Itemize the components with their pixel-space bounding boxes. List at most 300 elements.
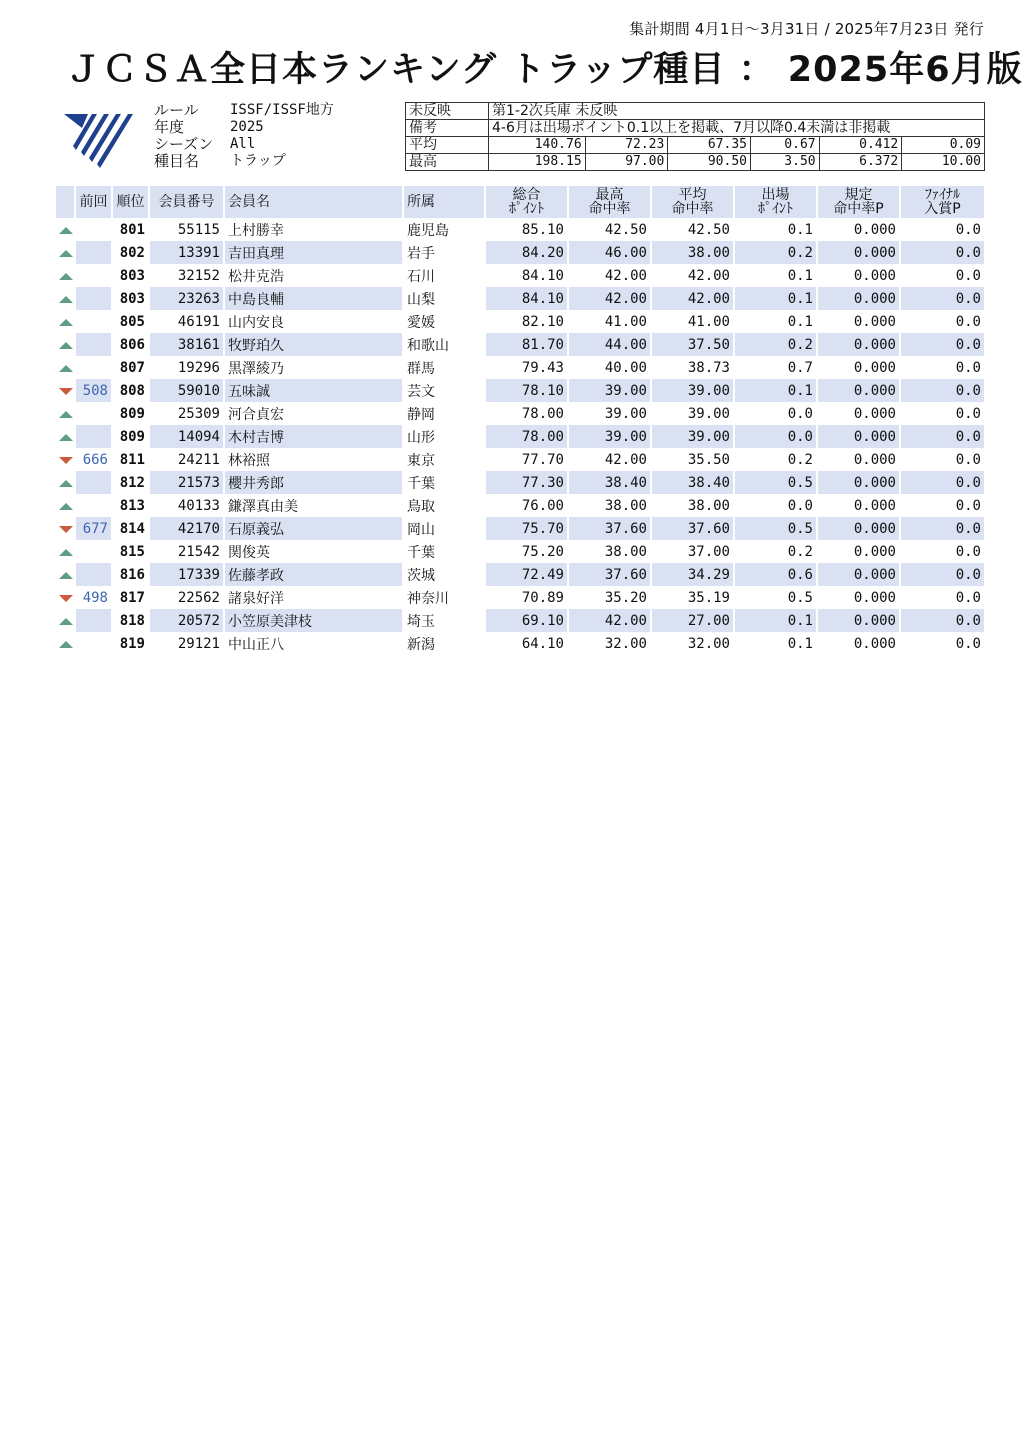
rule-hit-rate-points: 0.000 (818, 425, 901, 448)
total-points: 64.10 (486, 632, 569, 655)
rank: 815 (113, 540, 150, 563)
ranking-table (56, 186, 986, 655)
best-hit-rate: 38.40 (569, 471, 652, 494)
table-row (56, 609, 986, 632)
best-hit-rate: 38.00 (569, 494, 652, 517)
member-name: 関俊英 (225, 540, 404, 563)
trend-header (56, 186, 76, 218)
best-hit-rate: 44.00 (569, 333, 652, 356)
max-value: 3.50 (750, 154, 819, 171)
affiliation: 山形 (404, 425, 486, 448)
entry-points: 0.5 (735, 586, 818, 609)
member-name: 山内安良 (225, 310, 404, 333)
avg-hit-rate: 38.00 (652, 494, 735, 517)
rank: 811 (113, 448, 150, 471)
table-row (56, 425, 986, 448)
entry-points: 0.1 (735, 609, 818, 632)
final-prize-points: 0.0 (901, 540, 986, 563)
rule-hit-rate-points: 0.000 (818, 379, 901, 402)
rule-hit-rate-points: 0.000 (818, 310, 901, 333)
prev-rank: 666 (76, 448, 113, 471)
trend-cell (56, 540, 76, 563)
rule-hit-rate-points: 0.000 (818, 402, 901, 425)
entry-points: 0.7 (735, 356, 818, 379)
best-hit-rate: 42.00 (569, 448, 652, 471)
final-prize-points: 0.0 (901, 356, 986, 379)
trend-cell (56, 287, 76, 310)
table-row (56, 517, 986, 540)
member-number-header: 会員番号 (150, 186, 225, 218)
rule-hit-rate-points: 0.000 (818, 264, 901, 287)
trend-down-icon (59, 595, 73, 602)
member-number: 14094 (150, 425, 225, 448)
member-number: 23263 (150, 287, 225, 310)
trend-cell (56, 563, 76, 586)
best-hit-rate: 37.60 (569, 517, 652, 540)
total-points: 76.00 (486, 494, 569, 517)
trend-cell (56, 517, 76, 540)
rule-hit-rate-points: 0.000 (818, 540, 901, 563)
affiliation: 愛媛 (404, 310, 486, 333)
entry-points: 0.0 (735, 494, 818, 517)
unreflected-value: 第1-2次兵庫 未反映 (489, 103, 985, 120)
avg-hit-rate: 38.73 (652, 356, 735, 379)
affiliation: 芸文 (404, 379, 486, 402)
trend-cell (56, 402, 76, 425)
best-hit-rate: 42.00 (569, 287, 652, 310)
best-hit-rate: 42.00 (569, 264, 652, 287)
average-value: 72.23 (585, 137, 668, 154)
rank: 808 (113, 379, 150, 402)
trend-cell (56, 218, 76, 241)
best-hit-rate: 42.50 (569, 218, 652, 241)
member-number: 20572 (150, 609, 225, 632)
average-label: 平均 (406, 137, 489, 154)
rule-hit-rate-points: 0.000 (818, 333, 901, 356)
avg-hit-rate: 39.00 (652, 379, 735, 402)
rank: 809 (113, 402, 150, 425)
trend-up-icon (59, 342, 73, 349)
affiliation: 鳥取 (404, 494, 486, 517)
total-points-header: 総合 ﾎﾟｲﾝﾄ (486, 186, 569, 218)
member-number: 21573 (150, 471, 225, 494)
member-number: 19296 (150, 356, 225, 379)
final-prize-points: 0.0 (901, 586, 986, 609)
final-prize-points: 0.0 (901, 494, 986, 517)
member-number: 13391 (150, 241, 225, 264)
entry-points: 0.0 (735, 402, 818, 425)
final-prize-points: 0.0 (901, 448, 986, 471)
avg-hit-rate: 37.50 (652, 333, 735, 356)
entry-points: 0.2 (735, 333, 818, 356)
jcsa-logo (62, 110, 140, 168)
summary-stats-table (405, 102, 985, 171)
entry-points: 0.1 (735, 632, 818, 655)
prev-rank (76, 310, 113, 333)
trend-up-icon (59, 273, 73, 280)
member-number: 29121 (150, 632, 225, 655)
affiliation: 岡山 (404, 517, 486, 540)
rule-label: ルール (154, 101, 199, 119)
trend-up-icon (59, 480, 73, 487)
affiliation: 石川 (404, 264, 486, 287)
final-prize-points: 0.0 (901, 609, 986, 632)
total-points: 81.70 (486, 333, 569, 356)
prev-rank (76, 632, 113, 655)
total-points: 69.10 (486, 609, 569, 632)
entry-points: 0.5 (735, 471, 818, 494)
table-row (56, 287, 986, 310)
table-row (56, 218, 986, 241)
affiliation: 群馬 (404, 356, 486, 379)
final-prize-points: 0.0 (901, 402, 986, 425)
table-header-row (56, 186, 986, 218)
trend-down-icon (59, 388, 73, 395)
rank: 805 (113, 310, 150, 333)
member-name: 黒澤綾乃 (225, 356, 404, 379)
member-name: 牧野珀久 (225, 333, 404, 356)
avg-hit-rate: 39.00 (652, 402, 735, 425)
prev-rank (76, 218, 113, 241)
total-points: 78.00 (486, 402, 569, 425)
avg-hit-rate: 39.00 (652, 425, 735, 448)
member-name: 中山正八 (225, 632, 404, 655)
trend-up-icon (59, 411, 73, 418)
max-row (406, 154, 985, 171)
avg-hit-rate: 42.00 (652, 264, 735, 287)
entry-points: 0.1 (735, 218, 818, 241)
year-value: 2025 (230, 119, 264, 135)
table-row (56, 586, 986, 609)
prev-rank (76, 563, 113, 586)
member-number: 24211 (150, 448, 225, 471)
aggregation-period: 集計期間 4月1日～3月31日 / 2025年7月23日 発行 (629, 20, 984, 38)
entry-points: 0.1 (735, 379, 818, 402)
entry-points: 0.6 (735, 563, 818, 586)
prev-rank (76, 540, 113, 563)
final-prize-points: 0.0 (901, 264, 986, 287)
avg-hit-rate: 27.00 (652, 609, 735, 632)
table-row (56, 402, 986, 425)
best-hit-rate-header: 最高 命中率 (569, 186, 652, 218)
table-row (56, 632, 986, 655)
total-points: 70.89 (486, 586, 569, 609)
rule-hit-rate-points: 0.000 (818, 471, 901, 494)
final-prize-points: 0.0 (901, 632, 986, 655)
rule-hit-rate-points: 0.000 (818, 448, 901, 471)
rule-hit-rate-points: 0.000 (818, 356, 901, 379)
rule-hit-rate-points: 0.000 (818, 218, 901, 241)
table-row (56, 448, 986, 471)
trend-up-icon (59, 227, 73, 234)
member-number: 40133 (150, 494, 225, 517)
total-points: 78.10 (486, 379, 569, 402)
note-row (406, 120, 985, 137)
member-number: 42170 (150, 517, 225, 540)
rank: 802 (113, 241, 150, 264)
trend-up-icon (59, 365, 73, 372)
final-prize-points: 0.0 (901, 563, 986, 586)
total-points: 78.00 (486, 425, 569, 448)
avg-hit-rate-header: 平均 命中率 (652, 186, 735, 218)
affiliation: 鹿児島 (404, 218, 486, 241)
prev-rank (76, 471, 113, 494)
total-points: 84.20 (486, 241, 569, 264)
max-value: 90.50 (668, 154, 751, 171)
unreflected-row (406, 103, 985, 120)
prev-rank: 498 (76, 586, 113, 609)
best-hit-rate: 39.00 (569, 425, 652, 448)
note-label: 備考 (406, 120, 489, 137)
trend-cell (56, 333, 76, 356)
ranking-info (154, 102, 334, 170)
entry-points: 0.1 (735, 264, 818, 287)
entry-points: 0.2 (735, 241, 818, 264)
note-value: 4-6月は出場ポイント0.1以上を掲載、7月以降0.4未満は非掲載 (489, 120, 985, 137)
member-name: 木村吉博 (225, 425, 404, 448)
rule-hit-rate-header: 規定 命中率P (818, 186, 901, 218)
event-label: 種目名 (154, 152, 200, 170)
trend-up-icon (59, 250, 73, 257)
total-points: 84.10 (486, 264, 569, 287)
trend-cell (56, 494, 76, 517)
member-name: 上村勝幸 (225, 218, 404, 241)
affiliation: 山梨 (404, 287, 486, 310)
rank: 819 (113, 632, 150, 655)
rank: 803 (113, 287, 150, 310)
rank: 814 (113, 517, 150, 540)
entry-points: 0.2 (735, 448, 818, 471)
avg-hit-rate: 41.00 (652, 310, 735, 333)
rule-hit-rate-points: 0.000 (818, 632, 901, 655)
trend-cell (56, 379, 76, 402)
rank: 812 (113, 471, 150, 494)
trend-cell (56, 356, 76, 379)
table-row (56, 540, 986, 563)
final-prize-points: 0.0 (901, 310, 986, 333)
rank: 807 (113, 356, 150, 379)
member-name: 五味誠 (225, 379, 404, 402)
prev-rank (76, 287, 113, 310)
avg-hit-rate: 37.00 (652, 540, 735, 563)
final-prize-points: 0.0 (901, 425, 986, 448)
member-name: 佐藤孝政 (225, 563, 404, 586)
entry-points: 0.1 (735, 310, 818, 333)
table-row (56, 356, 986, 379)
table-row (56, 310, 986, 333)
final-prize-points: 0.0 (901, 287, 986, 310)
rule-hit-rate-points: 0.000 (818, 586, 901, 609)
member-name-header: 会員名 (225, 186, 404, 218)
member-name: 林裕照 (225, 448, 404, 471)
avg-hit-rate: 37.60 (652, 517, 735, 540)
rule-hit-rate-points: 0.000 (818, 287, 901, 310)
prev-rank (76, 356, 113, 379)
member-number: 17339 (150, 563, 225, 586)
trend-cell (56, 241, 76, 264)
prev-rank (76, 402, 113, 425)
best-hit-rate: 38.00 (569, 540, 652, 563)
rank: 817 (113, 586, 150, 609)
member-name: 諸泉好洋 (225, 586, 404, 609)
trend-up-icon (59, 296, 73, 303)
total-points: 82.10 (486, 310, 569, 333)
page-title: ＪＣＳＡ全日本ランキング トラップ種目 ： 2025年6月版 (66, 50, 1023, 90)
avg-hit-rate: 42.50 (652, 218, 735, 241)
avg-hit-rate: 35.50 (652, 448, 735, 471)
table-row (56, 563, 986, 586)
max-value: 6.372 (819, 154, 902, 171)
rank: 809 (113, 425, 150, 448)
affiliation-header: 所属 (404, 186, 486, 218)
entry-points: 0.5 (735, 517, 818, 540)
trend-up-icon (59, 319, 73, 326)
average-value: 0.412 (819, 137, 902, 154)
avg-hit-rate: 38.40 (652, 471, 735, 494)
member-number: 21542 (150, 540, 225, 563)
member-name: 鎌澤真由美 (225, 494, 404, 517)
member-number: 25309 (150, 402, 225, 425)
total-points: 75.70 (486, 517, 569, 540)
affiliation: 東京 (404, 448, 486, 471)
trend-up-icon (59, 618, 73, 625)
avg-hit-rate: 35.19 (652, 586, 735, 609)
total-points: 77.70 (486, 448, 569, 471)
member-name: 河合貞宏 (225, 402, 404, 425)
prev-rank (76, 264, 113, 287)
average-value: 0.09 (902, 137, 985, 154)
rule-value: ISSF/ISSF地方 (230, 102, 334, 118)
total-points: 84.10 (486, 287, 569, 310)
rule-hit-rate-points: 0.000 (818, 241, 901, 264)
season-label: シーズン (154, 135, 214, 153)
total-points: 79.43 (486, 356, 569, 379)
member-name: 石原義弘 (225, 517, 404, 540)
member-number: 38161 (150, 333, 225, 356)
member-name: 櫻井秀郎 (225, 471, 404, 494)
prev-rank: 508 (76, 379, 113, 402)
max-value: 198.15 (489, 154, 586, 171)
entry-points: 0.2 (735, 540, 818, 563)
prev-rank (76, 494, 113, 517)
max-value: 97.00 (585, 154, 668, 171)
best-hit-rate: 39.00 (569, 379, 652, 402)
rank: 803 (113, 264, 150, 287)
max-label: 最高 (406, 154, 489, 171)
average-row (406, 137, 985, 154)
total-points: 85.10 (486, 218, 569, 241)
member-name: 中島良輔 (225, 287, 404, 310)
affiliation: 茨城 (404, 563, 486, 586)
prev-rank (76, 425, 113, 448)
rule-hit-rate-points: 0.000 (818, 517, 901, 540)
trend-up-icon (59, 572, 73, 579)
trend-cell (56, 632, 76, 655)
rank: 801 (113, 218, 150, 241)
member-number: 32152 (150, 264, 225, 287)
rank: 818 (113, 609, 150, 632)
table-row (56, 264, 986, 287)
affiliation: 和歌山 (404, 333, 486, 356)
prev-rank (76, 241, 113, 264)
avg-hit-rate: 34.29 (652, 563, 735, 586)
best-hit-rate: 41.00 (569, 310, 652, 333)
avg-hit-rate: 32.00 (652, 632, 735, 655)
rank: 816 (113, 563, 150, 586)
best-hit-rate: 40.00 (569, 356, 652, 379)
member-number: 46191 (150, 310, 225, 333)
rule-hit-rate-points: 0.000 (818, 563, 901, 586)
best-hit-rate: 32.00 (569, 632, 652, 655)
affiliation: 神奈川 (404, 586, 486, 609)
affiliation: 静岡 (404, 402, 486, 425)
average-value: 0.67 (750, 137, 819, 154)
best-hit-rate: 35.20 (569, 586, 652, 609)
avg-hit-rate: 38.00 (652, 241, 735, 264)
trend-cell (56, 448, 76, 471)
prev-rank (76, 609, 113, 632)
member-name: 吉田真理 (225, 241, 404, 264)
table-row (56, 333, 986, 356)
best-hit-rate: 46.00 (569, 241, 652, 264)
rule-hit-rate-points: 0.000 (818, 494, 901, 517)
best-hit-rate: 42.00 (569, 609, 652, 632)
table-row (56, 241, 986, 264)
affiliation: 千葉 (404, 540, 486, 563)
total-points: 72.49 (486, 563, 569, 586)
member-name: 松井克浩 (225, 264, 404, 287)
unreflected-label: 未反映 (406, 103, 489, 120)
entry-points-header: 出場 ﾎﾟｲﾝﾄ (735, 186, 818, 218)
season-value: All (230, 136, 256, 152)
table-row (56, 379, 986, 402)
final-prize-points: 0.0 (901, 471, 986, 494)
final-prize-header: ﾌｧｲﾅﾙ 入賞P (901, 186, 986, 218)
affiliation: 埼玉 (404, 609, 486, 632)
year-label: 年度 (154, 118, 185, 136)
table-row (56, 471, 986, 494)
final-prize-points: 0.0 (901, 517, 986, 540)
final-prize-points: 0.0 (901, 379, 986, 402)
trend-cell (56, 264, 76, 287)
member-number: 55115 (150, 218, 225, 241)
affiliation: 新潟 (404, 632, 486, 655)
final-prize-points: 0.0 (901, 241, 986, 264)
entry-points: 0.1 (735, 287, 818, 310)
table-row (56, 494, 986, 517)
rank: 806 (113, 333, 150, 356)
total-points: 75.20 (486, 540, 569, 563)
best-hit-rate: 37.60 (569, 563, 652, 586)
avg-hit-rate: 42.00 (652, 287, 735, 310)
trend-cell (56, 310, 76, 333)
final-prize-points: 0.0 (901, 218, 986, 241)
final-prize-points: 0.0 (901, 333, 986, 356)
prev-rank: 677 (76, 517, 113, 540)
affiliation: 岩手 (404, 241, 486, 264)
average-value: 140.76 (489, 137, 586, 154)
entry-points: 0.0 (735, 425, 818, 448)
member-number: 59010 (150, 379, 225, 402)
trend-up-icon (59, 549, 73, 556)
trend-up-icon (59, 503, 73, 510)
trend-cell (56, 586, 76, 609)
max-value: 10.00 (902, 154, 985, 171)
rule-hit-rate-points: 0.000 (818, 609, 901, 632)
member-number: 22562 (150, 586, 225, 609)
average-value: 67.35 (668, 137, 751, 154)
prev-rank-header: 前回 (76, 186, 113, 218)
